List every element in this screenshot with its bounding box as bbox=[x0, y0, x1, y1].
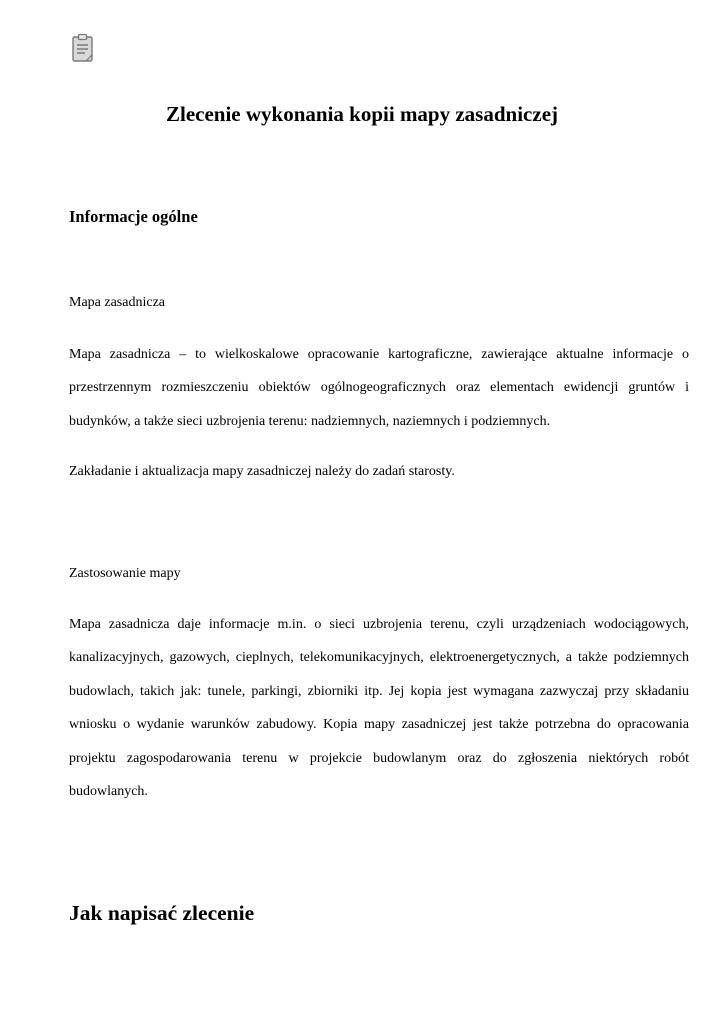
section-heading-general-info: Informacje ogólne bbox=[69, 207, 198, 226]
subheading-map-usage: Zastosowanie mapy bbox=[69, 566, 181, 581]
document-title: Zlecenie wykonania kopii mapy zasadniczej bbox=[165, 102, 559, 126]
section-heading-how-to-write: Jak napisać zlecenie bbox=[69, 901, 255, 925]
subheading-base-map: Mapa zasadnicza bbox=[69, 295, 165, 310]
paragraph-map-usage: Mapa zasadnicza daje informacje m.in. o sieci uzbrojenia terenu, czyli urządzeniach wodociągowych, kanalizacyjnych, gazowych, cieplnych, telekomunikacyjnych, elektroenergetycznych, a także podziemnych budowlach, takich jak: tunele, parkingi, zbiorniki itp. Jej kopia jest wymagana zazwyczaj przy składaniu wniosku o wydanie warunków zabudowy. Kopia mapy zasadniczej jest także potrzebna do opracowania projektu zagospodarowania terenu w projekcie budowlanym oraz do zgłoszenia niektórych robót budowlanych. bbox=[69, 617, 689, 800]
clipboard-document-icon bbox=[70, 33, 96, 63]
paragraph-base-map-responsibility: Zakładanie i aktualizacja mapy zasadniczej należy do zadań starosty. bbox=[69, 464, 455, 479]
paragraph-base-map-definition: Mapa zasadnicza – to wielkoskalowe opracowanie kartograficzne, zawierające aktualne informacje o przestrzennym rozmieszczeniu obiektów ogólnogeograficznych oraz elementach ewidencji gruntów i budynków, a także sieci uzbrojenia terenu: nadziemnych, naziemnych i podziemnych. bbox=[69, 347, 689, 429]
